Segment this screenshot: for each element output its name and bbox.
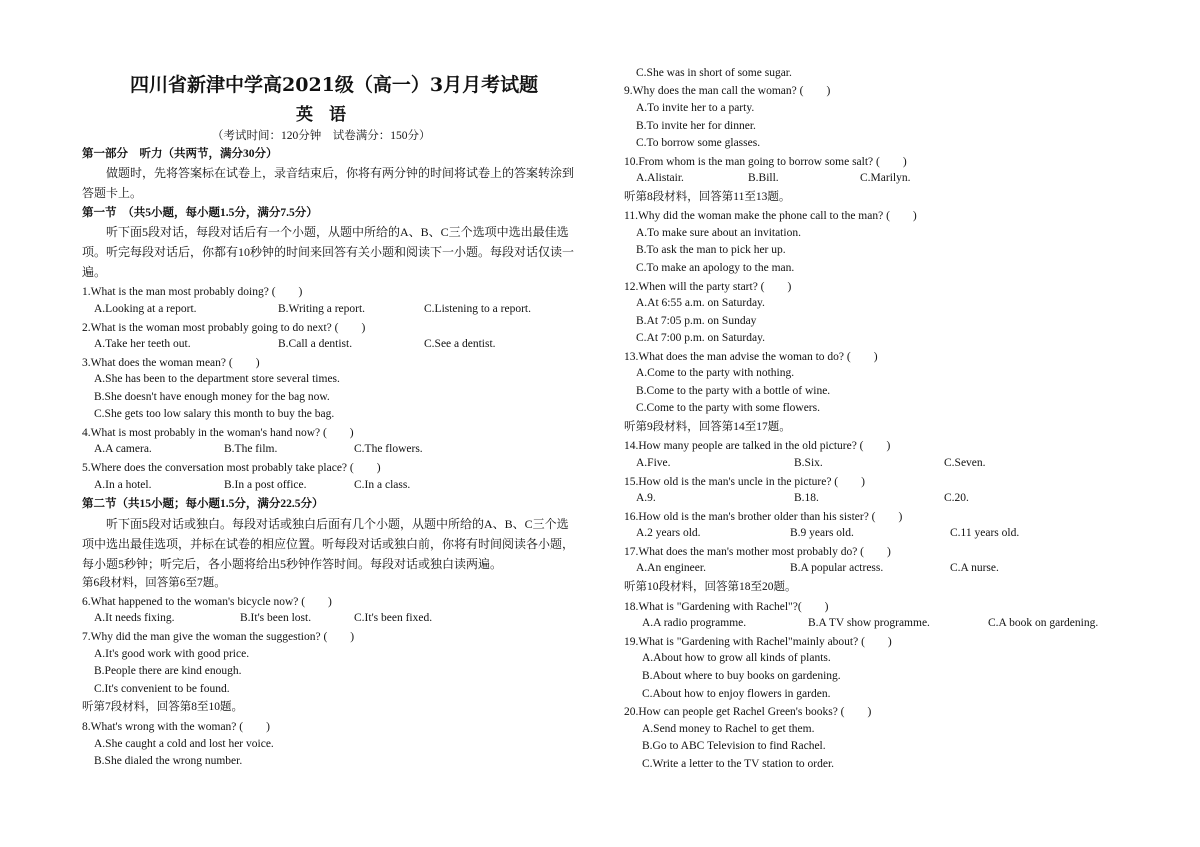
question-16-stem: 16.How old is the man's brother older than his sister? ( ) (624, 511, 903, 523)
question-18-option-a[interactable]: A.A radio programme. (642, 617, 747, 629)
question-17-stem: 17.What does the man's mother most probably do? ( ) (624, 546, 891, 558)
question-8-stem: 8.What's wrong with the woman? ( ) (82, 721, 270, 733)
question-15-option-a[interactable]: A.9. (636, 492, 656, 504)
question-2-option-a[interactable]: A.Take her teeth out. (94, 338, 191, 350)
question-15-option-c[interactable]: C.20. (944, 492, 969, 504)
question-1-option-a[interactable]: A.Looking at a report. (94, 303, 197, 315)
question-13-option-c[interactable]: C.Come to the party with some flowers. (636, 402, 820, 414)
question-4-option-b[interactable]: B.The film. (224, 443, 278, 455)
question-13-option-a[interactable]: A.Come to the party with nothing. (636, 367, 795, 379)
part1-heading: 第一部分 听力（共两节，满分30分） (82, 148, 278, 160)
question-8-option-a[interactable]: A.She caught a cold and lost her voice. (94, 738, 274, 750)
question-14-stem: 14.How many people are talked in the old picture? ( ) (624, 440, 891, 452)
question-15-option-b[interactable]: B.18. (794, 492, 819, 504)
question-12-stem: 12.When will the party start? ( ) (624, 281, 792, 293)
question-19-stem: 19.What is "Gardening with Rachel"mainly about? ( ) (624, 636, 892, 648)
question-18-option-c[interactable]: C.A book on gardening. (988, 617, 1099, 629)
question-9-option-b[interactable]: B.To invite her for dinner. (636, 120, 756, 132)
question-12-option-c[interactable]: C.At 7:00 p.m. on Saturday. (636, 332, 765, 344)
question-15-stem: 15.How old is the man's uncle in the picture? ( ) (624, 476, 865, 488)
question-11-option-b[interactable]: B.To ask the man to pick her up. (636, 244, 786, 256)
question-10-option-c[interactable]: C.Marilyn. (860, 172, 911, 184)
question-12-option-a[interactable]: A.At 6:55 a.m. on Saturday. (636, 297, 765, 309)
question-19-option-b[interactable]: B.About where to buy books on gardening. (642, 670, 841, 682)
question-11-option-a[interactable]: A.To make sure about an invitation. (636, 227, 801, 239)
question-5-option-b[interactable]: B.In a post office. (224, 479, 307, 491)
question-20-option-c[interactable]: C.Write a letter to the TV station to order. (642, 758, 835, 770)
section1-heading: 第一节 （共5小题，每小题1.5分，满分7.5分） (82, 207, 318, 219)
question-20-option-b[interactable]: B.Go to ABC Television to find Rachel. (642, 740, 826, 752)
question-14-option-b[interactable]: B.Six. (794, 457, 823, 469)
question-5-stem: 5.Where does the conversation most probably take place? ( ) (82, 462, 381, 474)
question-10-option-a[interactable]: A.Alistair. (636, 172, 684, 184)
question-4-option-c[interactable]: C.The flowers. (354, 443, 423, 455)
question-1-option-c[interactable]: C.Listening to a report. (424, 303, 531, 315)
question-16-option-c[interactable]: C.11 years old. (950, 527, 1020, 539)
question-17-option-c[interactable]: C.A nurse. (950, 562, 999, 574)
question-1-option-b[interactable]: B.Writing a report. (278, 303, 366, 315)
question-14-option-c[interactable]: C.Seven. (944, 457, 986, 469)
question-17-option-a[interactable]: A.An engineer. (636, 562, 706, 574)
question-13-stem: 13.What does the man advise the woman to do? ( ) (624, 351, 878, 363)
material-8-label: 听第8段材料，回答第11至13题。 (624, 191, 791, 203)
question-7-option-a[interactable]: A.It's good work with good price. (94, 648, 250, 660)
exam-info: （考试时间：120分钟 试卷满分：150分） (212, 130, 431, 142)
question-2-stem: 2.What is the woman most probably going to do next? ( ) (82, 322, 366, 334)
question-2-option-b[interactable]: B.Call a dentist. (278, 338, 353, 350)
material-6-label: 第6段材料，回答第6至7题。 (82, 577, 226, 589)
question-4-option-a[interactable]: A.A camera. (94, 443, 152, 455)
subject-title: 英语 (296, 105, 362, 125)
part1-intro: 做题时，先将答案标在试卷上，录音结束后，你将有两分钟的时间将试卷上的答案转涂到答题卡上。 (82, 166, 575, 200)
question-20-option-a[interactable]: A.Send money to Rachel to get them. (642, 723, 815, 735)
question-3-option-b[interactable]: B.She doesn't have enough money for the bag now. (94, 391, 330, 403)
section2-intro: 听下面5段对话或独白。每段对话或独白后面有几个小题，从题中所给的A、B、C三个选项中选出最佳选项，并标在试卷的相应位置。听每段对话或独白前，你将有时间阅读各小题，每小题5秒钟；听完后，各小题将给出5秒钟作答时间。每段对话或独白读两遍。 (82, 517, 575, 571)
question-8-option-c[interactable]: C.She was in short of some sugar. (636, 67, 792, 79)
question-13-option-b[interactable]: B.Come to the party with a bottle of wine. (636, 385, 831, 397)
question-10-stem: 10.From whom is the man going to borrow some salt? ( ) (624, 156, 907, 168)
question-5-option-c[interactable]: C.In a class. (354, 479, 411, 491)
question-11-option-c[interactable]: C.To make an apology to the man. (636, 262, 795, 274)
question-2-option-c[interactable]: C.See a dentist. (424, 338, 496, 350)
question-3-stem: 3.What does the woman mean? ( ) (82, 357, 260, 369)
question-17-option-b[interactable]: B.A popular actress. (790, 562, 884, 574)
question-11-stem: 11.Why did the woman make the phone call to the man? ( ) (624, 210, 917, 222)
question-4-stem: 4.What is most probably in the woman's hand now? ( ) (82, 427, 354, 439)
question-6-stem: 6.What happened to the woman's bicycle now? ( ) (82, 596, 332, 608)
question-14-option-a[interactable]: A.Five. (636, 457, 671, 469)
question-6-option-a[interactable]: A.It needs fixing. (94, 612, 175, 624)
question-19-option-a[interactable]: A.About how to grow all kinds of plants. (642, 652, 831, 664)
question-3-option-c[interactable]: C.She gets too low salary this month to buy the bag. (94, 408, 335, 420)
question-9-option-c[interactable]: C.To borrow some glasses. (636, 137, 761, 149)
section2-heading: 第二节（共15小题；每小题1.5分，满分22.5分） (82, 498, 324, 510)
question-10-option-b[interactable]: B.Bill. (748, 172, 779, 184)
question-9-stem: 9.Why does the man call the woman? ( ) (624, 85, 831, 97)
material-9-label: 听第9段材料，回答第14至17题。 (624, 421, 791, 433)
question-7-stem: 7.Why did the man give the woman the suggestion? ( ) (82, 631, 355, 643)
question-18-stem: 18.What is "Gardening with Rachel"?( ) (624, 601, 829, 613)
question-7-option-b[interactable]: B.People there are kind enough. (94, 665, 242, 677)
exam-title: 四川省新津中学高2021级（高一）3月月考试题 (130, 74, 539, 96)
question-18-option-b[interactable]: B.A TV show programme. (808, 617, 930, 629)
question-16-option-a[interactable]: A.2 years old. (636, 527, 701, 539)
question-16-option-b[interactable]: B.9 years old. (790, 527, 854, 539)
question-12-option-b[interactable]: B.At 7:05 p.m. on Sunday (636, 315, 757, 327)
question-20-stem: 20.How can people get Rachel Green's books? ( ) (624, 706, 872, 718)
question-3-option-a[interactable]: A.She has been to the department store several times. (94, 373, 340, 385)
question-6-option-c[interactable]: C.It's been fixed. (354, 612, 433, 624)
material-7-label: 听第7段材料，回答第8至10题。 (82, 701, 243, 713)
question-8-option-b[interactable]: B.She dialed the wrong number. (94, 755, 243, 767)
question-6-option-b[interactable]: B.It's been lost. (240, 612, 312, 624)
question-1-stem: 1.What is the man most probably doing? ( ) (82, 286, 303, 298)
question-7-option-c[interactable]: C.It's convenient to be found. (94, 683, 230, 695)
section1-intro: 听下面5段对话，每段对话后有一个小题，从题中所给的A、B、C三个选项中选出最佳选项。听完每段对话后，你都有10秒钟的时间来回答有关小题和阅读下一小题。每段对话仅读一遍。 (82, 225, 575, 279)
question-19-option-c[interactable]: C.About how to enjoy flowers in garden. (642, 688, 831, 700)
material-10-label: 听第10段材料，回答第18至20题。 (624, 581, 797, 593)
question-5-option-a[interactable]: A.In a hotel. (94, 479, 152, 491)
question-9-option-a[interactable]: A.To invite her to a party. (636, 102, 755, 114)
